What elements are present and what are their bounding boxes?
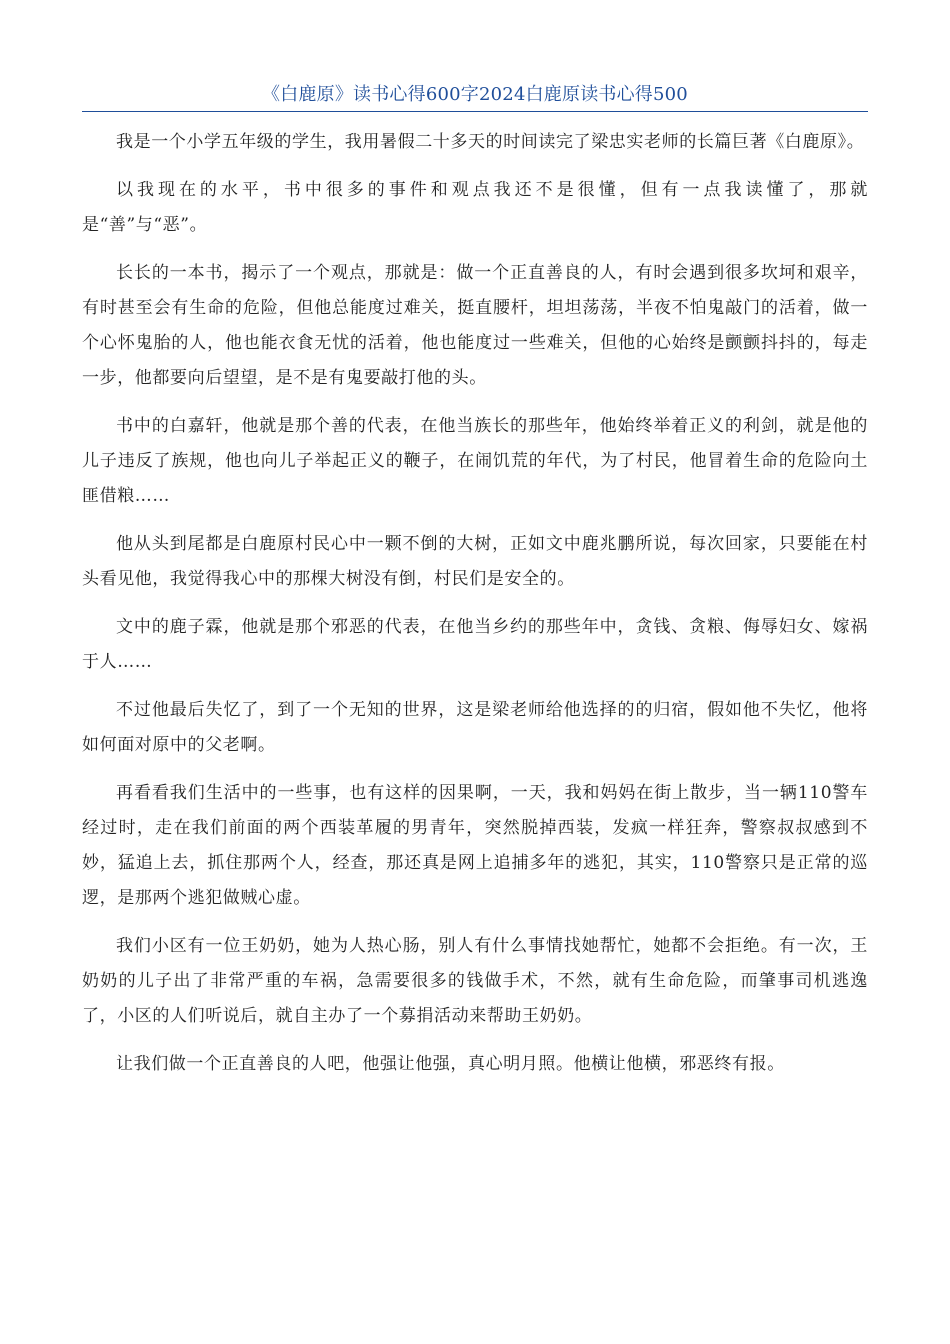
paragraph-7: 不过他最后失忆了，到了一个无知的世界，这是梁老师给他选择的的归宿，假如他不失忆，他将如何面对原中的父老啊。	[82, 700, 868, 755]
paragraph-1: 我是一个小学五年级的学生，我用暑假二十多天的时间读完了梁忠实老师的长篇巨著《白鹿原》。	[116, 132, 865, 152]
paragraph-3: 长长的一本书，揭示了一个观点，那就是：做一个正直善良的人，有时会遇到很多坎坷和艰辛，有时甚至会有生命的危险，但他总能度过难关，挺直腰杆，坦坦荡荡，半夜不怕鬼敲门的活着，做一个心怀鬼胎的人，他也能衣食无忧的活着，他也能度过一些难关，但他的心始终是颤颤抖抖的，每走一步，他都要向后望望，是不是有鬼要敲打他的头。	[82, 263, 868, 388]
page-header-title: 《白鹿原》读书心得600字2024白鹿原读书心得500	[82, 84, 868, 112]
paragraph-4: 书中的白嘉轩，他就是那个善的代表，在他当族长的那些年，他始终举着正义的利剑，就是他的儿子违反了族规，他也向儿子举起正义的鞭子，在闹饥荒的年代，为了村民，他冒着生命的危险向土匪借粮……	[82, 416, 868, 506]
paragraph-10: 让我们做一个正直善良的人吧，他强让他强，真心明月照。他横让他横，邪恶终有报。	[116, 1054, 785, 1074]
paragraph-2: 以我现在的水平，书中很多的事件和观点我还不是很懂，但有一点我读懂了，那就是“善”与“恶”。	[82, 180, 868, 235]
paragraph-9: 我们小区有一位王奶奶，她为人热心肠，别人有什么事情找她帮忙，她都不会拒绝。有一次，王奶奶的儿子出了非常严重的车祸，急需要很多的钱做手术，不然，就有生命危险，而肇事司机逃逸了，小区的人们听说后，就自主办了一个募捐活动来帮助王奶奶。	[82, 936, 868, 1026]
paragraph-6: 文中的鹿子霖，他就是那个邪恶的代表，在他当乡约的那些年中，贪钱、贪粮、侮辱妇女、嫁祸于人……	[82, 617, 868, 672]
article-body	[82, 125, 868, 1082]
paragraph-8: 再看看我们生活中的一些事，也有这样的因果啊，一天，我和妈妈在街上散步，当一辆110警车经过时，走在我们前面的两个西装革履的男青年，突然脱掉西装，发疯一样狂奔，警察叔叔感到不妙，猛追上去，抓住那两个人，经查，那还真是网上追捕多年的逃犯，其实，110警察只是正常的巡逻，是那两个逃犯做贼心虚。	[82, 783, 868, 908]
paragraph-5: 他从头到尾都是白鹿原村民心中一颗不倒的大树，正如文中鹿兆鹏所说，每次回家，只要能在村头看见他，我觉得我心中的那棵大树没有倒，村民们是安全的。	[82, 534, 868, 589]
